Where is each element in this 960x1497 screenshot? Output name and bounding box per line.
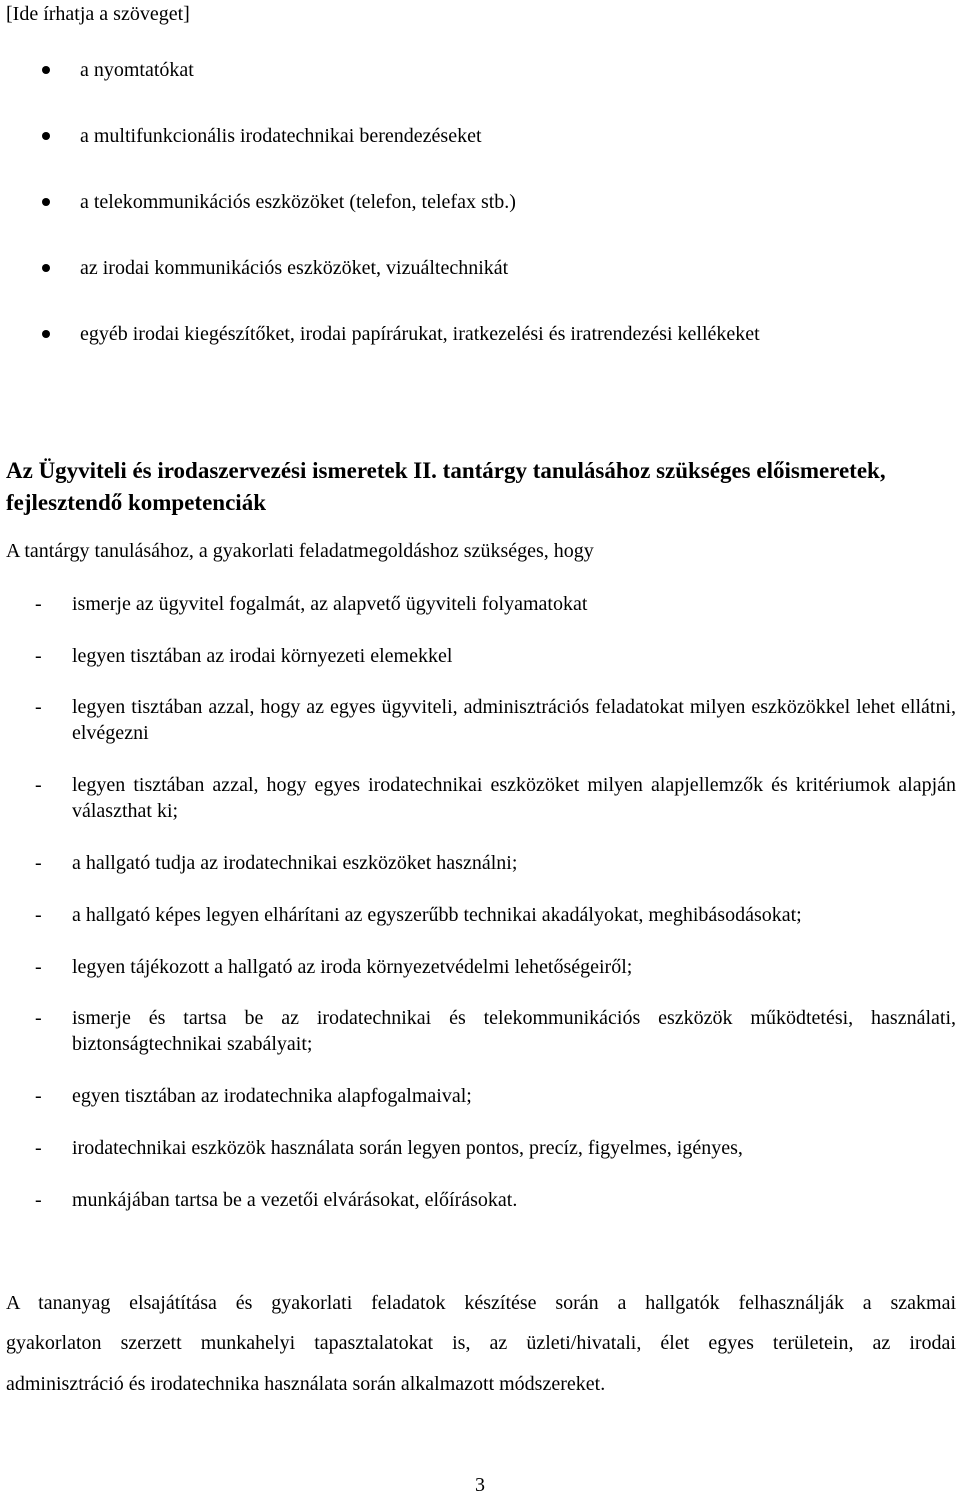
requirement-text: irodatechnikai eszközök használata során legyen pontos, precíz, figyelmes, igényes,: [72, 1137, 743, 1159]
dash-marker: -: [35, 593, 42, 615]
page-number: 3: [475, 1474, 485, 1496]
closing-paragraph-line: gyakorlaton szerzett munkahelyi tapasztalatokat is, az üzleti/hivatali, élet egyes területein, az irodai: [6, 1332, 956, 1354]
dash-marker: -: [35, 696, 42, 718]
dash-marker: -: [35, 645, 42, 667]
requirement-text: legyen tisztában azzal, hogy az egyes ügyviteli, adminisztrációs feladatokat milyen eszközökkel lehet ellátni, elvégezni: [72, 696, 956, 744]
requirement-text: ismerje az ügyvitel fogalmát, az alapvető ügyviteli folyamatokat: [72, 593, 588, 615]
requirement-text: a hallgató képes legyen elhárítani az egyszerűbb technikai akadályokat, meghibásodásokat;: [72, 904, 802, 926]
bullet-text: a multifunkcionális irodatechnikai berendezéseket: [80, 125, 482, 147]
dash-marker: -: [35, 1137, 42, 1159]
requirement-text: egyen tisztában az irodatechnika alapfogalmaival;: [72, 1085, 472, 1107]
requirement-text: legyen tisztában az irodai környezeti elemekkel: [72, 645, 453, 667]
requirement-text: legyen tisztában azzal, hogy egyes irodatechnikai eszközöket milyen alapjellemzők és kritériumok alapján választhat ki;: [72, 774, 956, 822]
dash-marker: -: [35, 1085, 42, 1107]
requirement-text: munkájában tartsa be a vezetői elvárásokat, előírásokat.: [72, 1189, 518, 1211]
closing-paragraph-line: adminisztráció és irodatechnika használata során alkalmazott módszereket.: [6, 1373, 606, 1395]
bullet-dot-icon: [42, 264, 50, 272]
dash-marker: -: [35, 852, 42, 874]
section-heading: Az Ügyviteli és irodaszervezési ismeretek II. tantárgy tanulásához szükséges előismeretek, fejlesztendő kompetenciák: [6, 458, 886, 515]
header-placeholder-text: [Ide írhatja a szöveget]: [6, 3, 190, 25]
bullet-text: az irodai kommunikációs eszközöket, vizuáltechnikát: [80, 257, 509, 279]
dash-marker: -: [35, 956, 42, 978]
bullet-dot-icon: [42, 66, 50, 74]
intro-text: A tantárgy tanulásához, a gyakorlati feladatmegoldáshoz szükséges, hogy: [6, 540, 594, 562]
dash-marker: -: [35, 774, 42, 796]
dash-marker: -: [35, 904, 42, 926]
dash-marker: -: [35, 1189, 42, 1211]
bullet-dot-icon: [42, 330, 50, 338]
closing-paragraph-line: A tananyag elsajátítása és gyakorlati feladatok készítése során a hallgatók felhasználják a szakmai: [6, 1292, 956, 1314]
bullet-text: a nyomtatókat: [80, 59, 194, 81]
bullet-dot-icon: [42, 198, 50, 206]
bullet-text: a telekommunikációs eszközöket (telefon, telefax stb.): [80, 191, 516, 213]
bullet-dot-icon: [42, 132, 50, 140]
dash-marker: -: [35, 1007, 42, 1029]
requirement-text: a hallgató tudja az irodatechnikai eszközöket használni;: [72, 852, 518, 874]
requirement-text: ismerje és tartsa be az irodatechnikai és telekommunikációs eszközök működtetési, használati, biztonságtechnikai szabályait;: [72, 1007, 956, 1055]
requirement-text: legyen tájékozott a hallgató az iroda környezetvédelmi lehetőségeiről;: [72, 956, 633, 978]
bullet-text: egyéb irodai kiegészítőket, irodai papírárukat, iratkezelési és iratrendezési kellékeket: [80, 323, 760, 345]
